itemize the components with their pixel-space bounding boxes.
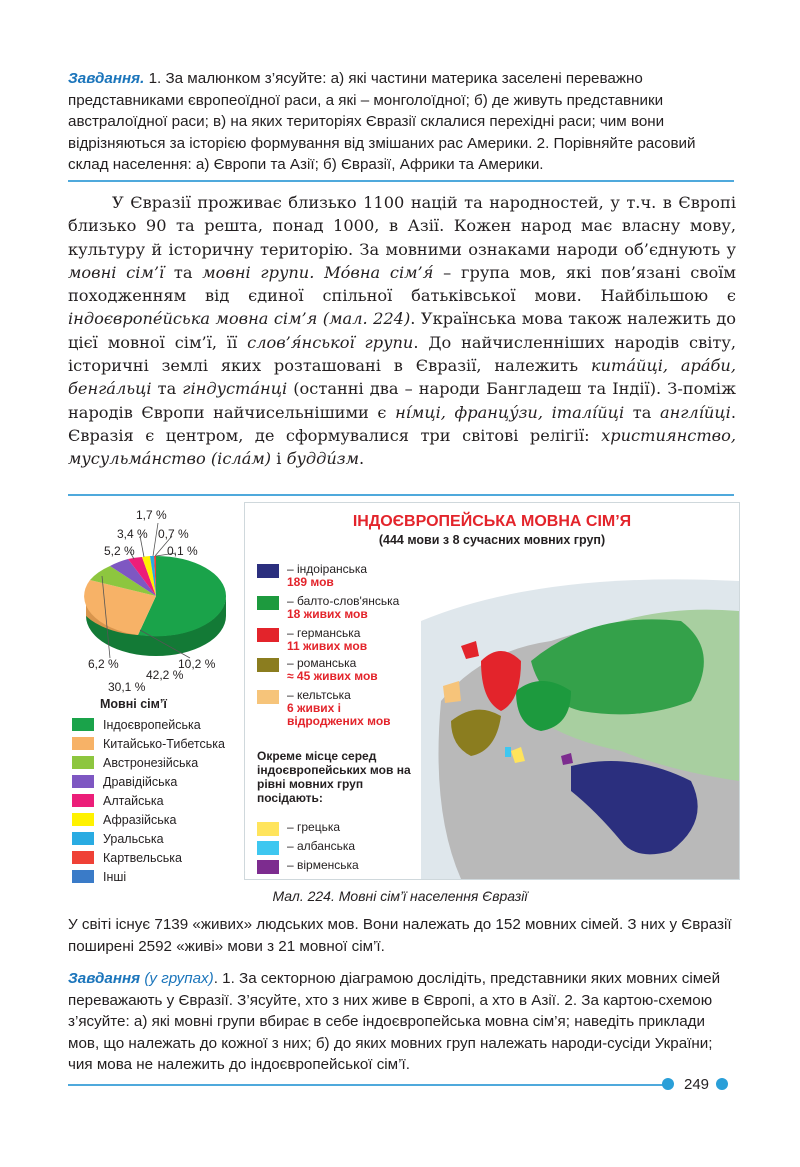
map-legend-swatch [257,564,279,578]
legend-swatch [72,737,94,750]
main-paragraph: У Євразії проживає близько 1100 націй та народностей, у т.ч. в Європі близько 90 та решта, понад 1000, в Азії. Кожен народ має власну мову, культуру й історичну територію. За мовними ознаками народи об’єднують у мовні сім’ї та мовні групи. Мóвна сім’я́ – група мов, які пов’язані своїм походженням від єдиної спільної батьківської мови. Найбільшою є індоєвропéйська мовна сім’я (мал. 224). Українська мова також належить до цієї мовної сім’ї, її слов’я́нської групи. До найчисленніших народів світу, історичні землі яких розташовані в Євразії, належить китáйці, арáби, бенгáльці та гіндустáнці (останні два – народи Бангладеш та Індії). З-поміж народів Європи найчисельнішими є нíмці, францу́зи, італíйці та англíйці. Євразія є центром, де сформувалися три світові релігії: християнство, мусульмáнство (іслáм) і буддúзм. [68,193,736,469]
map-legend-germanic: – германська 11 живих мов [257,627,367,653]
pie-label-3-4: 3,4 % [117,527,148,541]
map-legend-swatch [257,841,279,855]
map-legend-swatch [257,690,279,704]
legend-row: Афразійська [72,810,242,829]
map-separate-note: Окреме місце серед індоєвропейських мов на рівні мовних груп посідають: [257,749,411,805]
legend-swatch [72,813,94,826]
figure-caption: Мал. 224. Мовні сім’ї населення Євразії [272,888,528,904]
task-2-groups: (у групах) [140,970,214,987]
map-legend-greek: – грецька [257,821,340,836]
legend-row: Алтайська [72,791,242,810]
paragraph-languages: У світі існує 7139 «живих» людських мов. Вони належать до 152 мовних сімей. З них у Євразії поширені 2592 «живі» мови з 21 мовної сім’ї. [68,916,732,955]
map-image [421,551,739,879]
map-legend-swatch [257,628,279,642]
footer-dot-left [662,1078,674,1090]
map-panel [244,502,740,880]
page-number: 249 [684,1076,710,1093]
pie-legend-title: Мовні сім’ї [100,697,167,711]
map-legend-indoiranian: – індоіранська 189 мов [257,563,367,589]
legend-swatch [72,775,94,788]
legend-swatch [72,851,94,864]
legend-swatch [72,756,94,769]
pie-legend [72,697,242,886]
legend-row: Інші [72,867,242,886]
map-legend-swatch [257,822,279,836]
map-legend-swatch [257,596,279,610]
map-legend-swatch [257,658,279,672]
task-1-text: 1. За малюнком з’ясуйте: а) які частини материка заселені переважно представниками європеоїдної раси, а які – монголоїдної; б) де живуть представники австралоїдної раси; в) на яких територіях Євразії склалися перехідні раси; чим вони відрізняються за історією формування від змішаних рас Америки. 2. Порівняйте расовий склад населення: а) Європи та Азії; б) Євразії, Африки та Америки. [68,70,696,174]
pie-label-5-2: 5,2 % [104,544,135,558]
pie-label-30-1: 30,1 % [108,680,146,694]
task-1 [68,68,740,176]
footer-dot-right [716,1078,728,1090]
map-legend-albanian: – албанська [257,840,355,855]
map-legend-romance: – романська ≈ 45 живих мов [257,657,378,683]
legend-row: Індоєвропейська [72,715,242,734]
legend-swatch [72,870,94,883]
main-text [68,191,736,471]
legend-swatch [72,832,94,845]
legend-row: Дравідійська [72,772,242,791]
task-2 [68,968,740,1076]
map-subtitle: (444 мови з 8 сучасних мовних груп) [378,533,606,547]
divider-middle [68,494,734,496]
map-title: ІНДОЄВРОПЕЙСЬКА МОВНА СІМ’Я [352,513,632,530]
map-legend-balto-slavic: – балто-слов'янська 18 живих мов [257,595,399,621]
task-2-text: . 1. За секторною діаграмою дослідіть, представники яких мовних сімей переважають у Євразії. З’ясуйте, хто з них живе в Європі, а хто в Азії. 2. За картою-схемою з’ясуйте: а) які мовні групи вбирає в себе індоєвропейська мовна сім’я; наведіть приклади мов, що належать до кожної з них; б) до яких мовних груп належать народи-сусіди України; чия мова не належить до індоєвропейської сім’ї. [68,970,721,1074]
legend-swatch [72,718,94,731]
pie-chart [80,520,240,670]
legend-row: Уральська [72,829,242,848]
pie-label-1-7: 1,7 % [136,508,167,522]
map-legend-armenian: – вірменська [257,859,359,874]
task-2-label: Завдання [68,970,141,987]
map-legend-swatch [257,860,279,874]
legend-row: Австронезійська [72,753,242,772]
pie-label-6-2: 6,2 % [88,657,119,671]
divider-top [68,180,734,182]
pie-label-0-7: 0,7 % [158,527,189,541]
pie-label-10-2: 10,2 % [178,657,216,671]
map-legend-celtic: – кельтська 6 живих і відроджених мов [257,689,407,728]
footer-rule [68,1084,666,1086]
task-1-label: Завдання. [68,70,145,87]
pie-label-0-1: 0,1 % [167,544,198,558]
legend-row: Картвельська [72,848,242,867]
legend-row: Китайсько-Тибетська [72,734,242,753]
legend-swatch [72,794,94,807]
pie-label-42-2: 42,2 % [146,668,184,682]
